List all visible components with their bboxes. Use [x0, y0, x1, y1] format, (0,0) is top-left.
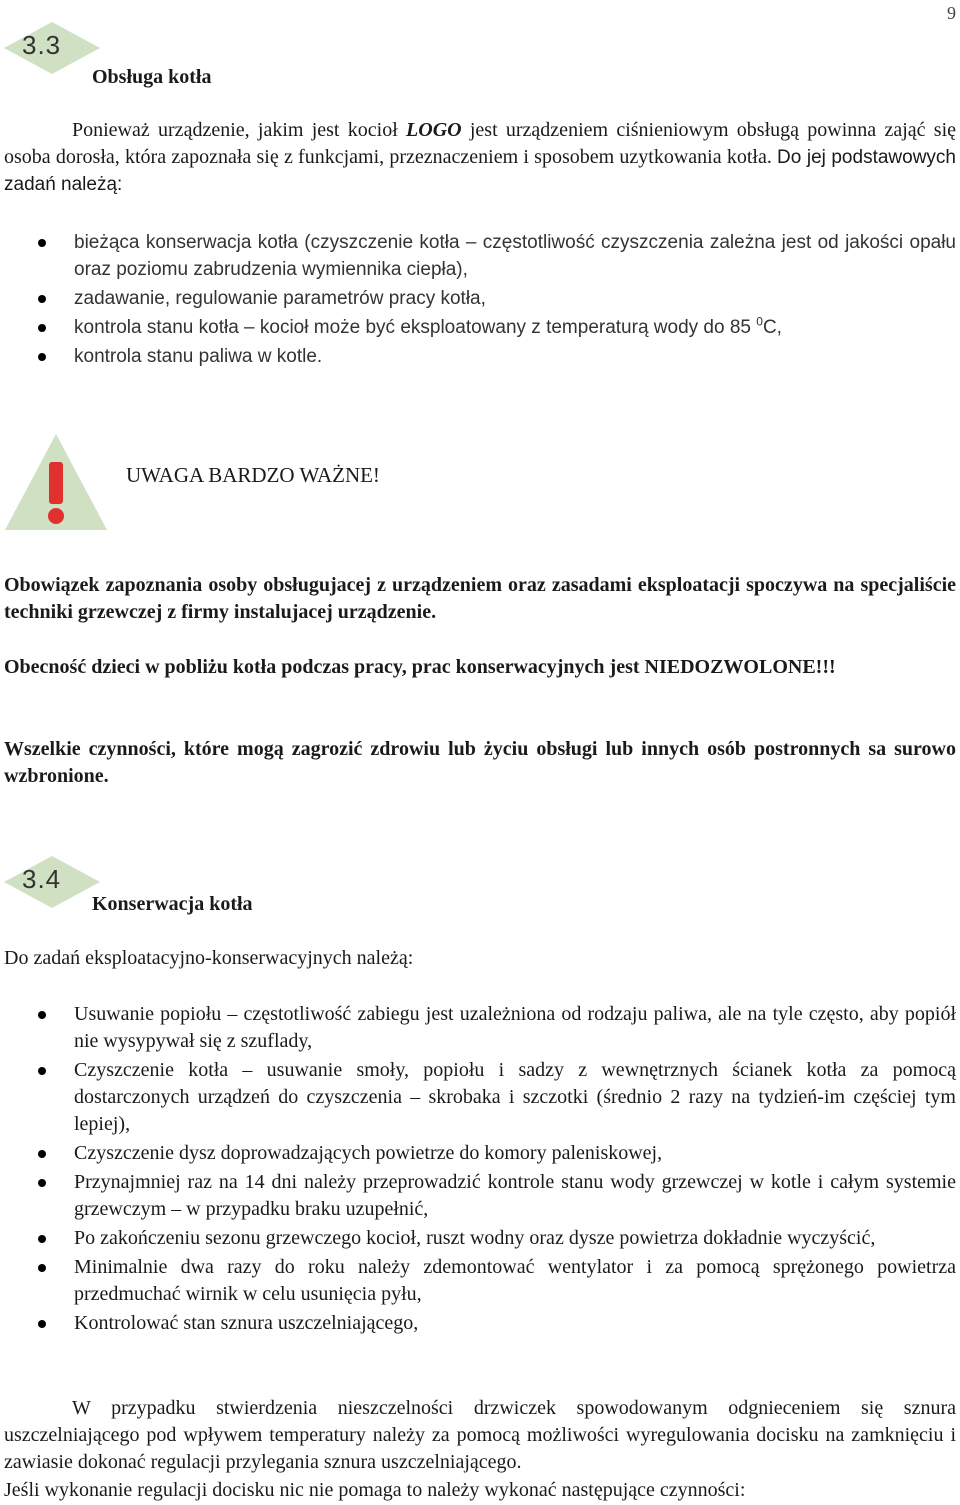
section-badge-3-3: [4, 22, 100, 74]
temperature-unit: C,: [762, 317, 782, 338]
list-item: kontrola stanu paliwa w kotle.: [0, 343, 956, 370]
maintenance-list: [0, 1001, 956, 1339]
list-item: Po zakończeniu sezonu grzewczego kocioł, ruszt wodny oraz dysze powietrza dokładnie wyczyścić,: [0, 1225, 956, 1252]
page-number: 9: [947, 3, 956, 23]
section-title: Obsługa kotła: [92, 66, 212, 88]
intro-text-tail: Do jej podstawowych zadań należą:: [4, 147, 956, 195]
section-number: 3.4: [22, 864, 62, 894]
list-item: Czyszczenie dysz doprowadzających powietrze do komory paleniskowej,: [0, 1140, 956, 1167]
list-item: bieżąca konserwacja kotła (czyszczenie kotła – częstotliwość czyszczenia zależna jest od jakości opału oraz poziomu zabrudzenia wymiennika ciepła),: [0, 229, 956, 283]
intro-paragraph: [4, 117, 956, 198]
maintenance-intro: Do zadań eksploatacyjno-konserwacyjnych należą:: [4, 947, 414, 969]
section-badge-3-4: [4, 856, 100, 908]
list-item: Kontrolować stan sznura uszczelniającego,: [0, 1310, 956, 1337]
list-item: Usuwanie popiołu – częstotliwość zabiegu jest uzależniona od rodzaju paliwa, ale na tyle często, aby popiół nie wysypywał się z szuflady,: [0, 1001, 956, 1055]
list-item-text: kontrola stanu kotła – kocioł może być eksploatowany z temperaturą wody do 85: [74, 317, 757, 338]
duties-list: [0, 229, 956, 372]
warning-paragraph-3: Wszelkie czynności, które mogą zagrozić zdrowiu lub życiu obsługi lub innych osób postronnych sa surowo wzbronione.: [4, 738, 956, 787]
warning-paragraph-1: Obowiązek zapoznania osoby obsługujacej z urządzeniem oraz zasadami eksploatacji spoczywa na specjaliście techniki grzewczej z firmy instalujacej urządzenie.: [4, 574, 956, 623]
section-title: Konserwacja kotła: [92, 893, 253, 915]
section-number: 3.3: [22, 30, 62, 60]
list-item: Przynajmniej raz na 14 dni należy przeprowadzić kontrole stanu wody grzewczej w kotle i całym systemie grzewczym – w przypadku braku uzupełnić,: [0, 1169, 956, 1223]
logo-brand: LOGO: [406, 119, 462, 141]
closing-paragraph: W przypadku stwierdzenia nieszczelności drzwiczek spowodowanym odgnieceniem się sznura uszczelniającego pod wpływem temperatury należy za pomocą możliwości wyregulowania docisku na zamknięciu i zawiasie dokonać regulacji przylegania sznura uszczelniającego.: [4, 1397, 956, 1473]
list-item: Minimalnie dwa razy do roku należy zdemontować wentylator i za pomocą sprężonego powietrza przedmuchać wirnik w celu usunięcia pyłu,: [0, 1254, 956, 1308]
list-item: [0, 314, 956, 341]
closing-last-line: Jeśli wykonanie regulacji docisku nic nie pomaga to należy wykonać następujące czynności:: [4, 1479, 746, 1501]
list-item: zadawanie, regulowanie parametrów pracy kotła,: [0, 285, 956, 312]
list-item: Czyszczenie kotła – usuwanie smoły, popiołu i sadzy z wewnętrznych ścianek kotła za pomocą dostarczonych urządzeń do czyszczenia – skrobaka i szczotki (średnio 2 razy na tydzień-im częściej tym lepiej),: [0, 1057, 956, 1138]
warning-title: UWAGA BARDZO WAŻNE!: [126, 463, 380, 487]
intro-text-middle: jest urządzeniem ciśnieniowym obsługą powinna zająć się osoba dorosła, która zapoznała się z funkcjami, przeznaczeniem i sposobem uzytkowania kotła.: [4, 119, 956, 168]
degree-sup: 0: [756, 314, 763, 329]
intro-text-start: Ponieważ urządzenie, jakim jest kocioł: [72, 119, 407, 141]
warning-paragraph-2: Obecność dzieci w pobliżu kotła podczas pracy, prac konserwacyjnych jest NIEDOZWOLONE!!!: [4, 656, 836, 678]
warning-triangle-icon: [4, 432, 108, 532]
